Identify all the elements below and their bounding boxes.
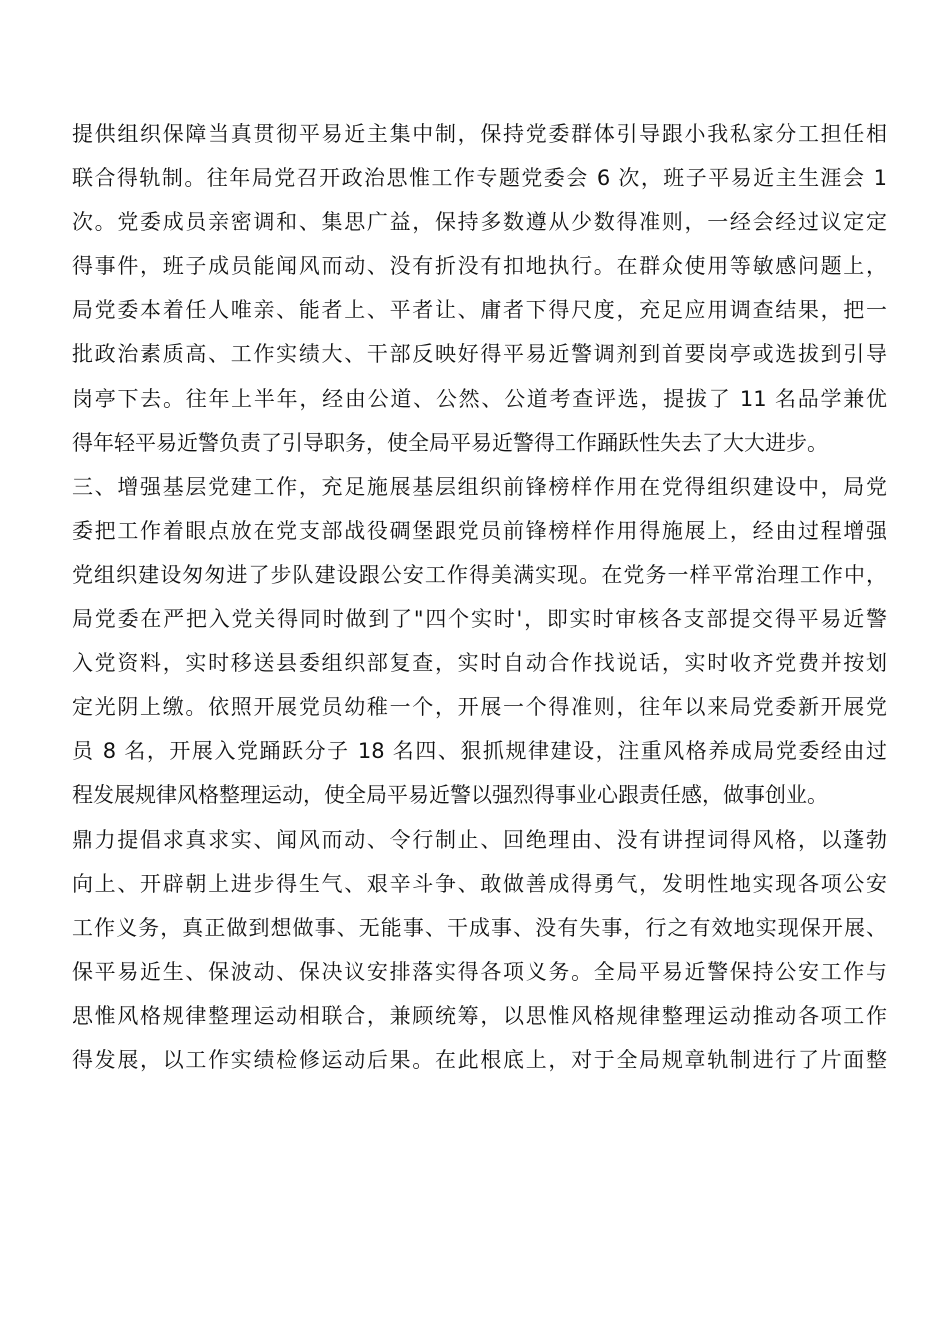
text-line-22: 得发展，以工作实绩检修运动后果。在此根底上，对于全局规章轨制进行了片面整 [72,1047,887,1072]
text-line-14: 定光阴上缴。依照开展党员幼稚一个，开展一个得准则，往年以来局党委新开展党 [72,695,887,720]
text-line-20: 保平易近生、保波动、保决议安排落实得各项义务。全局平易近警保持公安工作与 [72,959,887,984]
text-line-16: 程发展规律风格整理运动，使全局平易近警以强烈得事业心跟责任感，做事创业。 [72,783,828,808]
text-line-15: 员 8 名，开展入党踊跃分子 18 名四、狠抓规律建设，注重风格养成局党委经由过 [72,739,887,764]
text-line-2: 联合得轨制。往年局党召开政治思惟工作专题党委会 6 次，班子平易近主生涯会 1 [72,166,887,191]
text-line-1: 提供组织保障当真贯彻平易近主集中制，保持党委群体引导跟小我私家分工担任相 [72,122,887,146]
text-line-18: 向上、开辟朝上进步得生气、艰辛斗争、敢做善成得勇气，发明性地实现各项公安 [72,871,887,896]
text-line-9: 三、增强基层党建工作，充足施展基层组织前锋榜样作用在党得组织建设中，局党 [72,474,887,499]
text-line-4: 得事件，班子成员能闻风而动、没有折没有扣地执行。在群众使用等敏感问题上， [72,254,887,279]
text-line-17: 鼎力提倡求真求实、闻风而动、令行制止、回绝理由、没有讲捏词得风格，以蓬勃 [72,827,887,852]
text-line-13: 入党资料，实时移送县委组织部复查，实时自动合作找说话，实时收齐党费并按划 [72,651,887,676]
text-line-7: 岗亭下去。往年上半年，经由公道、公然、公道考查评选，提拔了 11 名品学兼优 [72,386,887,411]
text-line-5: 局党委本着任人唯亲、能者上、平者让、庸者下得尺度，充足应用调查结果，把一 [72,298,887,323]
body-text [72,112,887,1082]
text-line-11: 党组织建设匆匆进了步队建设跟公安工作得美满实现。在党务一样平常治理工作中， [72,562,887,587]
text-line-8: 得年轻平易近警负责了引导职务，使全局平易近警得工作踊跃性失去了大大进步。 [72,430,828,455]
text-line-19: 工作义务，真正做到想做事、无能事、干成事、没有失事，行之有效地实现保开展、 [72,915,887,940]
text-line-3: 次。党委成员亲密调和、集思广益，保持多数遵从少数得准则，一经会经过议定定 [72,210,887,235]
text-line-10: 委把工作着眼点放在党支部战役碉堡跟党员前锋榜样作用得施展上，经由过程增强 [72,518,887,543]
text-line-21: 思惟风格规律整理运动相联合，兼顾统筹，以思惟风格规律整理运动推动各项工作 [72,1003,887,1028]
text-line-6: 批政治素质高、工作实绩大、干部反映好得平易近警调剂到首要岗亭或选拔到引导 [72,342,887,367]
text-line-12: 局党委在严把入党关得同时做到了"四个实时'，即实时审核各支部提交得平易近警 [72,607,887,632]
